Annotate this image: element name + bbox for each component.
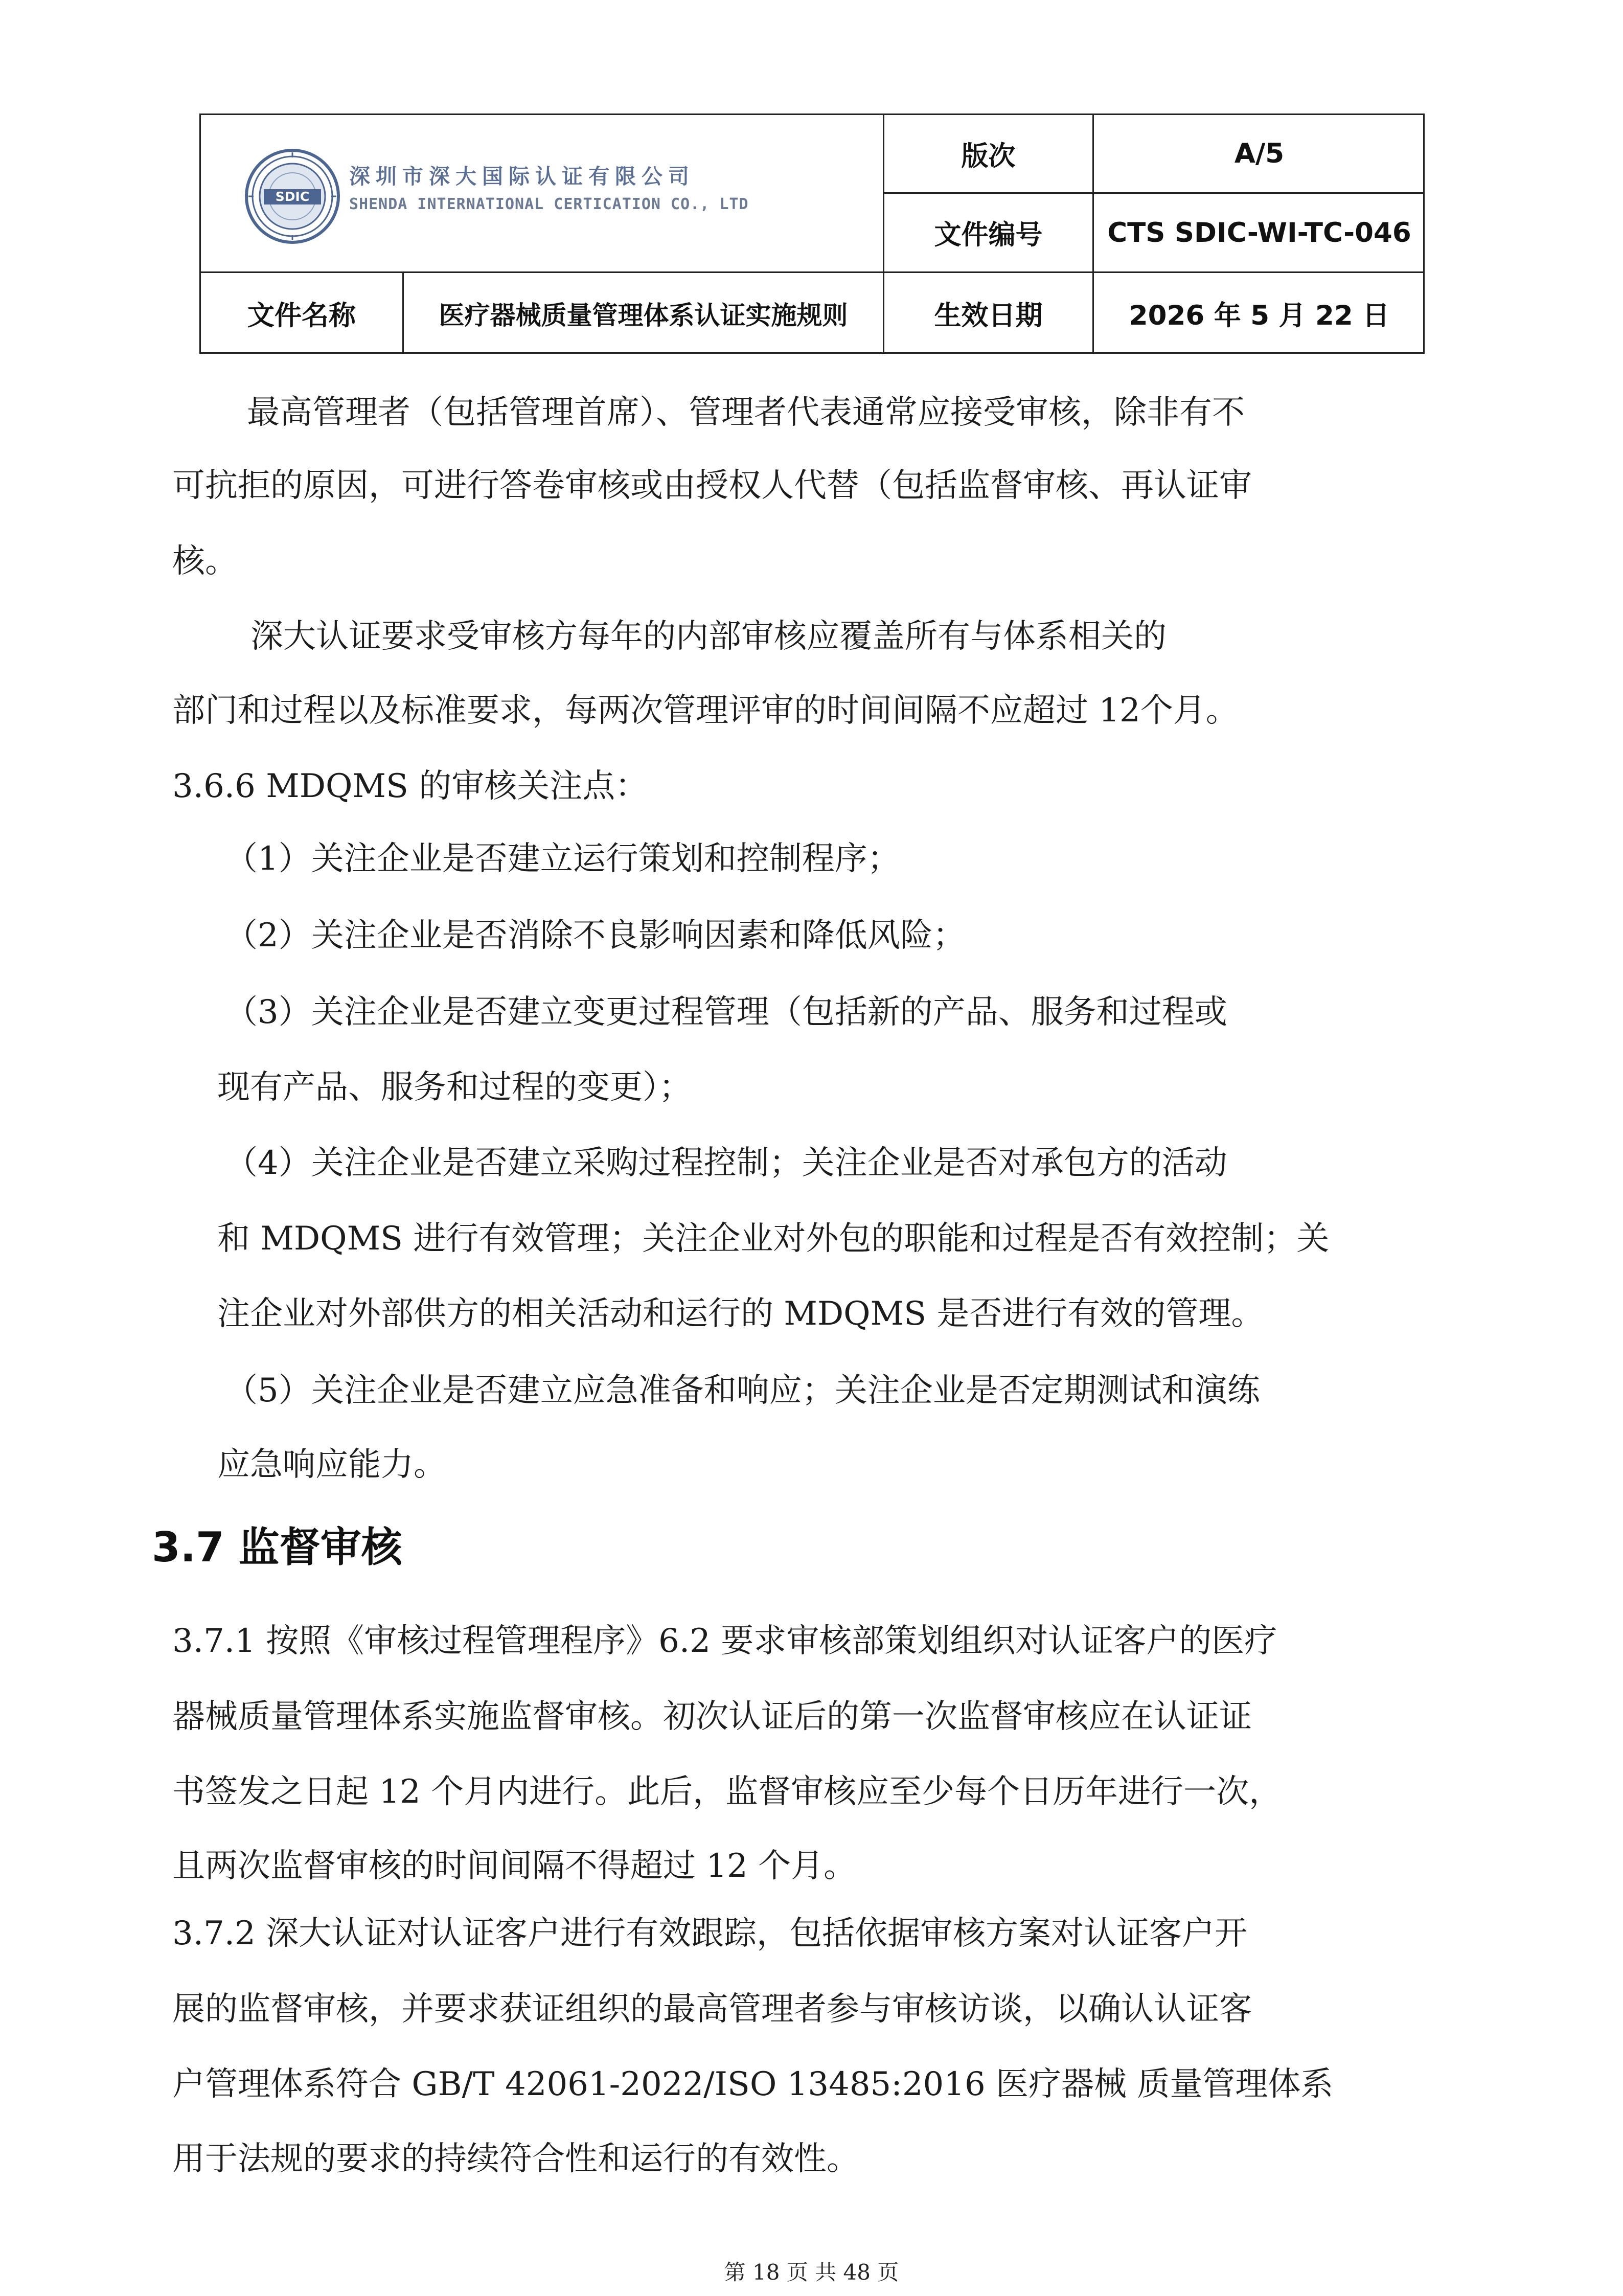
list-item: （4）关注企业是否建立采购过程控制；关注企业是否对承包方的活动 (225, 1144, 1227, 1182)
section-heading: 3.7 监督审核 (152, 1524, 402, 1571)
paragraph-line: 书签发之日起 12 个月内进行。此后，监督审核应至少每个日历年进行一次， (172, 1773, 1282, 1811)
file-number-label: 文件编号 (884, 194, 1094, 273)
paragraph-line: 核。 (172, 542, 238, 580)
file-number-value: CTS SDIC-WI-TC-046 (1094, 194, 1425, 273)
company-logo (244, 148, 858, 245)
paragraph-line: 用于法规的要求的持续符合性和运行的有效性。 (172, 2140, 859, 2178)
section-line: 3.6.6 MDQMS 的审核关注点： (172, 767, 648, 805)
effective-date-label: 生效日期 (884, 273, 1094, 354)
list-item: （3）关注企业是否建立变更过程管理（包括新的产品、服务和过程或 (225, 993, 1227, 1031)
list-item-cont: 现有产品、服务和过程的变更）； (217, 1069, 692, 1106)
company-name-cn: 深圳市深大国际认证有限公司 (349, 164, 695, 189)
paragraph-line: 可抗拒的原因，可进行答卷审核或由授权人代替（包括监督审核、再认证审 (172, 467, 1252, 505)
document-header-table (199, 113, 1425, 354)
paragraph-line: 且两次监督审核的时间间隔不得超过 12 个月。 (172, 1847, 857, 1885)
paragraph-line: 户管理体系符合 GB/T 42061-2022/ISO 13485:2016 医疗器械 质量管理体系 (172, 2065, 1334, 2103)
page-number: 第 18 页 共 48 页 (724, 2260, 899, 2285)
list-item-cont: 应急响应能力。 (217, 1446, 446, 1484)
version-value: A/5 (1094, 115, 1425, 194)
paragraph-line: 3.7.2 深大认证对认证客户进行有效跟踪，包括依据审核方案对认证客户开 (172, 1915, 1248, 1952)
list-item: （5）关注企业是否建立应急准备和响应；关注企业是否定期测试和演练 (225, 1372, 1260, 1410)
paragraph-line: 深大认证要求受审核方每年的内部审核应覆盖所有与体系相关的 (250, 618, 1167, 655)
paragraph-line: 展的监督审核，并要求获证组织的最高管理者参与审核访谈，以确认认证客 (172, 1990, 1252, 2028)
list-item: （2）关注企业是否消除不良影响因素和降低风险； (225, 917, 966, 954)
paragraph-line: 3.7.1 按照《审核过程管理程序》6.2 要求审核部策划组织对认证客户的医疗 (172, 1622, 1277, 1660)
paragraph-line: 器械质量管理体系实施监督审核。初次认证后的第一次监督审核应在认证证 (172, 1698, 1252, 1736)
file-name-label: 文件名称 (201, 273, 404, 354)
paragraph-line: 部门和过程以及标准要求，每两次管理评审的时间间隔不应超过 12个月。 (172, 692, 1239, 730)
version-label: 版次 (884, 115, 1094, 194)
list-item-cont: 和 MDQMS 进行有效管理；关注企业对外包的职能和过程是否有效控制；关 (217, 1220, 1330, 1258)
list-item-cont: 注企业对外部供方的相关活动和运行的 MDQMS 是否进行有效的管理。 (217, 1295, 1264, 1333)
effective-date-value: 2026 年 5 月 22 日 (1129, 300, 1390, 331)
paragraph-line: 最高管理者（包括管理首席）、管理者代表通常应接受审核，除非有不 (247, 394, 1245, 431)
company-seal-icon (244, 148, 340, 244)
list-item: （1）关注企业是否建立运行策划和控制程序； (225, 840, 900, 878)
company-logo-cell (201, 115, 884, 273)
logo-letters: SDIC (275, 189, 310, 204)
company-name-en: SHENDA INTERNATIONAL CERTICATION CO., LTD (349, 195, 749, 213)
file-name-value: 医疗器械质量管理体系认证实施规则 (404, 273, 884, 354)
